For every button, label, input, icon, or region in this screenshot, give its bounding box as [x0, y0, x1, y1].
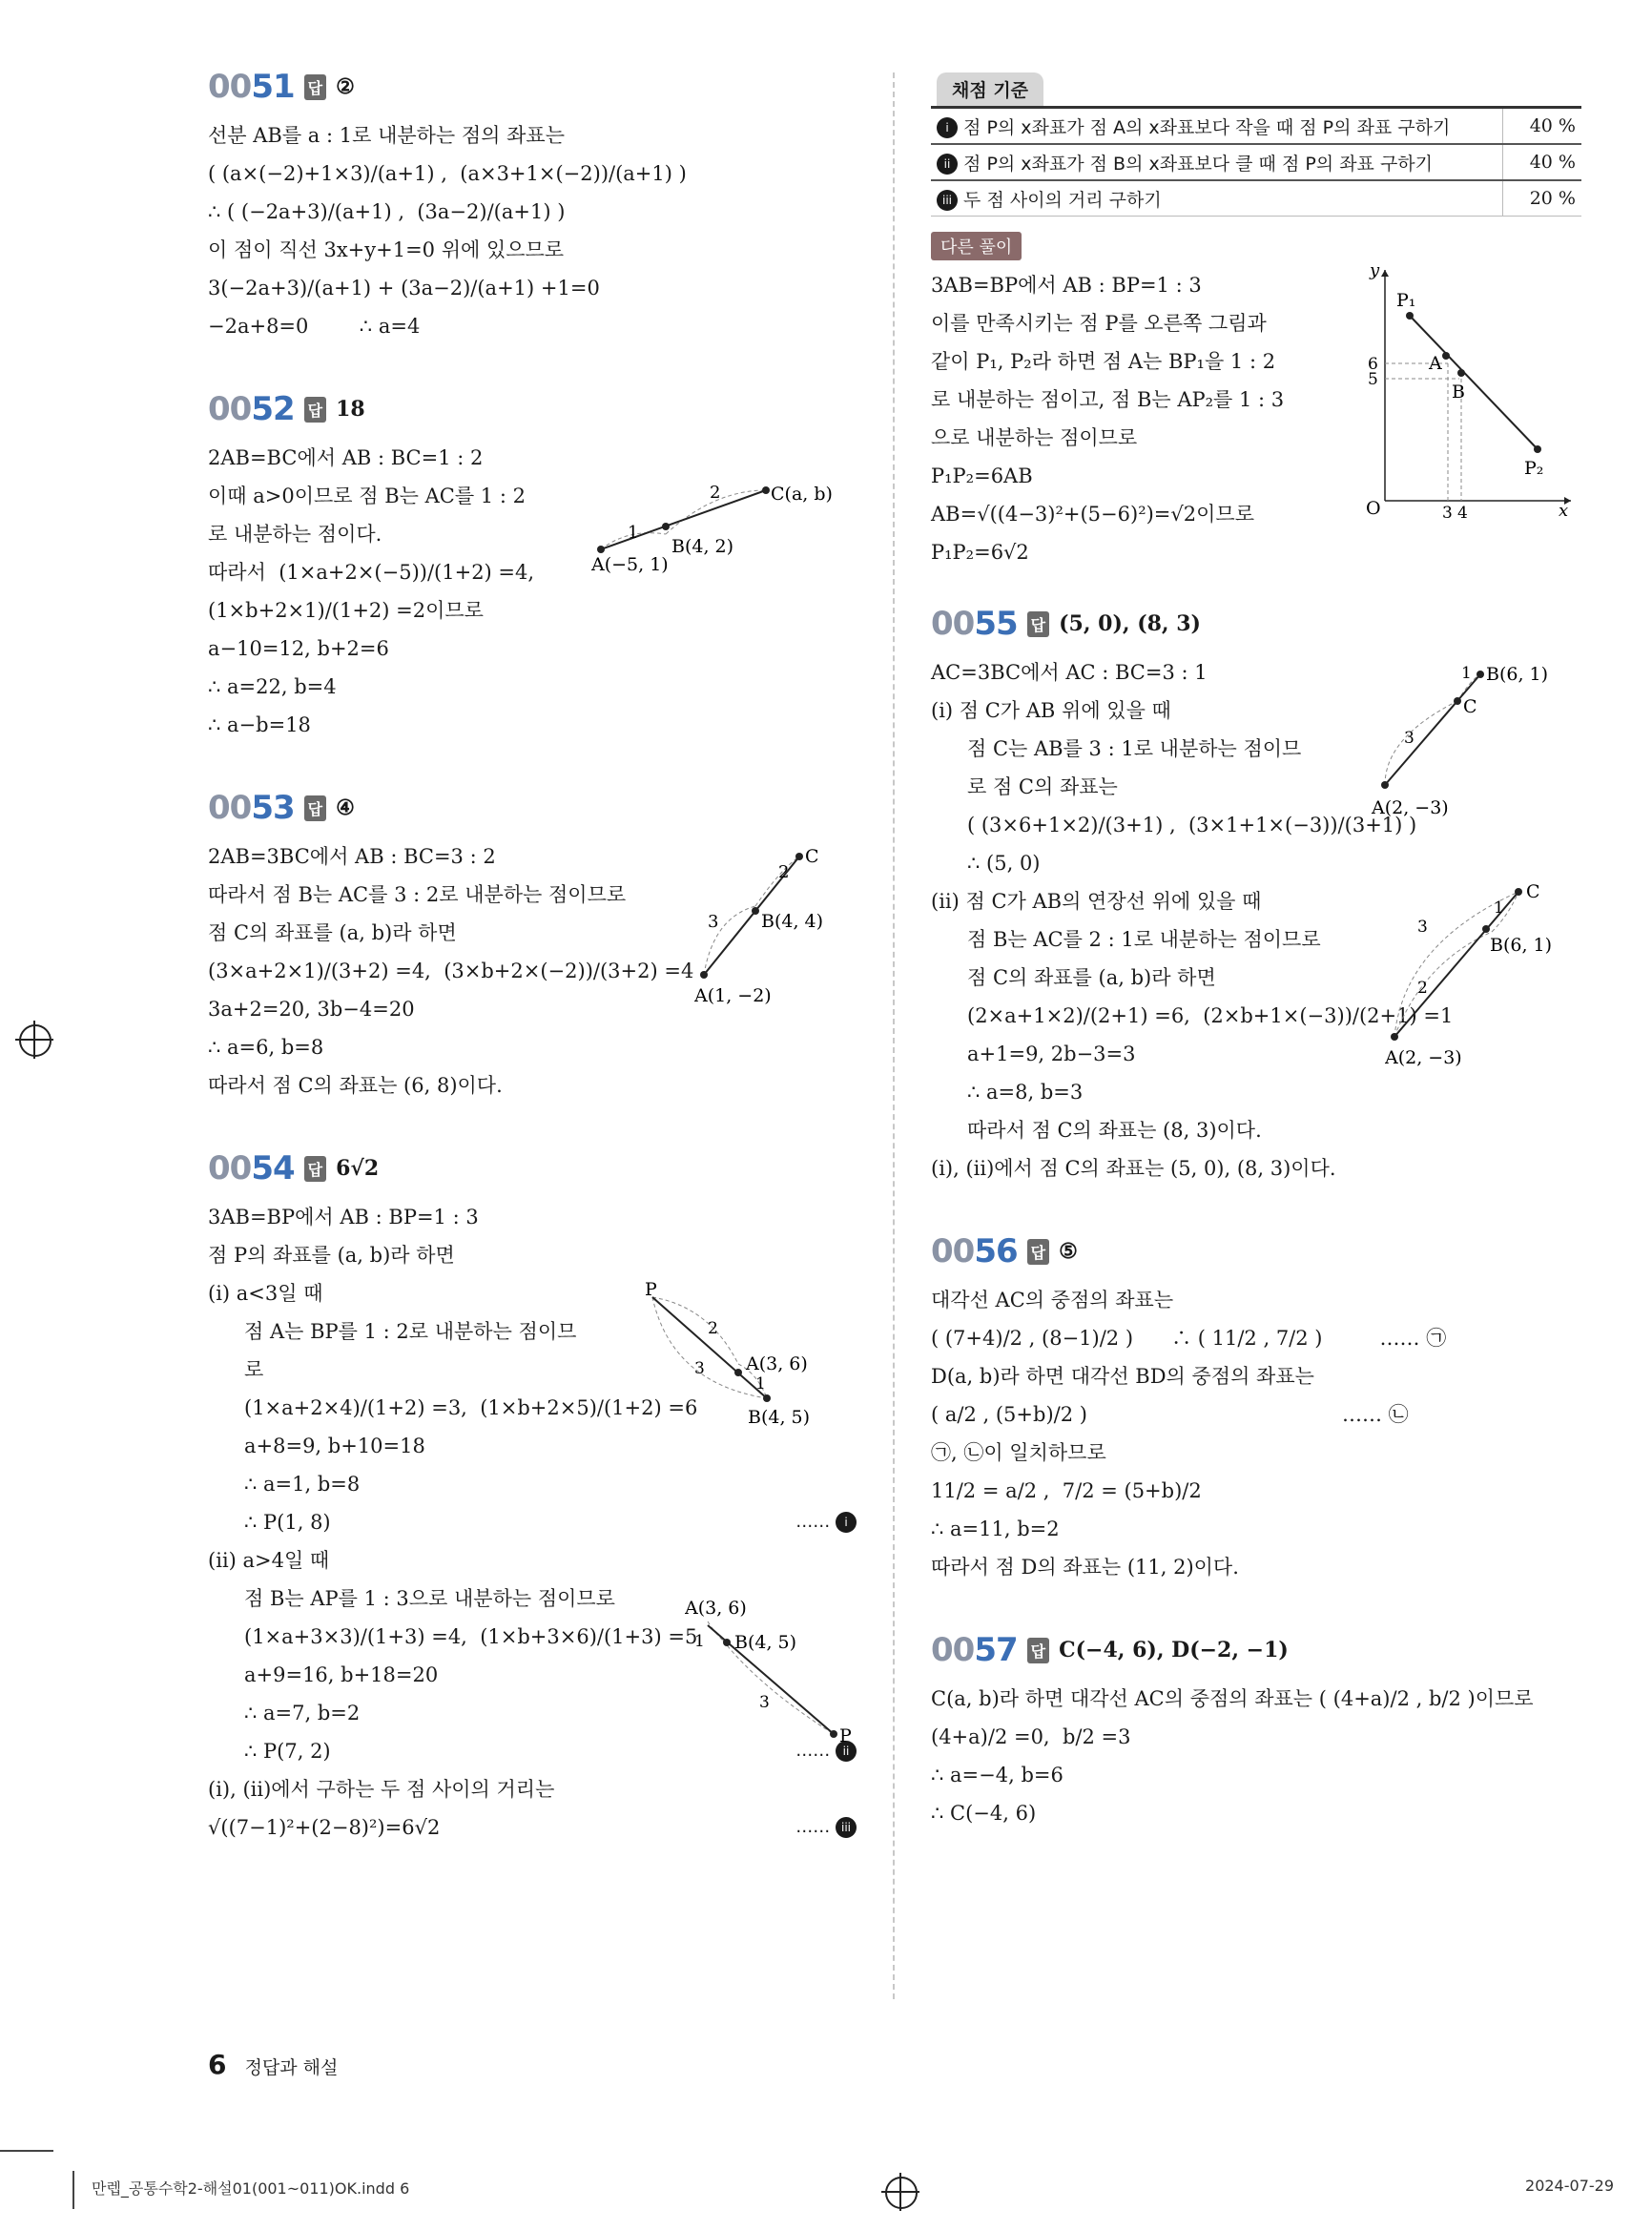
- point-label-b: B(4, 4): [761, 911, 824, 932]
- solution-line: 로 점 C의 좌표는: [967, 775, 1118, 798]
- solution-line: (4+a)/2 =0, b/2 =3: [931, 1725, 1131, 1748]
- point-label-b: B(4, 2): [671, 536, 734, 557]
- solution-line: ∴ a=6, b=8: [208, 1036, 324, 1059]
- table-row: [931, 108, 1581, 145]
- solution-line: ∴ C(−4, 6): [931, 1802, 1037, 1825]
- answer-badge: 답: [1027, 1239, 1049, 1265]
- solution-line: (2×a+1×2)/(2+1) =6, (2×b+1×(−3))/(2+1) =1: [967, 1004, 1454, 1027]
- ratio-label: 2: [708, 1319, 718, 1338]
- solution-line: a−10=12, b+2=6: [208, 637, 389, 660]
- point-label-b: B(4, 5): [734, 1632, 797, 1653]
- ratio-label: 1: [694, 1632, 705, 1651]
- problem-0055: [931, 600, 1580, 1187]
- table-row: [931, 180, 1581, 217]
- answer-value: ②: [336, 74, 355, 99]
- step-marker-iii: …… iii: [795, 1808, 857, 1847]
- solution-line: ( (3×6+1×2)/(3+1) , (3×1+1×(−3))/(3+1) ): [967, 814, 1417, 836]
- solution-line: (3×a+2×1)/(3+2) =4, (3×b+2×(−2))/(3+2) =4: [208, 960, 694, 982]
- solution-line: 이 점이 직선 3x+y+1=0 위에 있으므로: [208, 238, 565, 261]
- solution-line: ∴ a=22, b=4: [208, 675, 337, 698]
- solution-line: 11/2 = a/2 , 7/2 = (5+b)/2: [931, 1479, 1202, 1502]
- answer-value: ⑤: [1059, 1239, 1078, 1264]
- solution-line: 3a+2=20, 3b−4=20: [208, 998, 415, 1021]
- solution-line: P₁P₂=6AB: [931, 465, 1033, 487]
- criteria-percent: 40 %: [1503, 144, 1582, 180]
- point-label-c: C(a, b): [771, 484, 833, 505]
- solution-line: D(a, b)라 하면 대각선 BD의 중점의 좌표는: [931, 1365, 1314, 1388]
- solution-line: (ⅰ), (ⅱ)에서 점 C의 좌표는 (5, 0), (8, 3)이다.: [931, 1157, 1336, 1180]
- tick-label: 5: [1368, 370, 1378, 389]
- answer-badge: 답: [304, 74, 326, 100]
- tick-label: 6: [1368, 355, 1378, 374]
- point-label-a: A(2, −3): [1385, 1047, 1462, 1068]
- figure-0055-b: [1385, 877, 1576, 1081]
- figure-0053: [694, 841, 857, 1017]
- solution-line: 따라서 (1×a+2×(−5))/(1+2) =4,: [208, 561, 535, 584]
- answer-badge: 답: [1027, 611, 1049, 637]
- solution-line: 2AB=3BC에서 AB : BC=3 : 2: [208, 845, 496, 868]
- answer-value: 6√2: [336, 1156, 380, 1181]
- solution-line: ( (a×(−2)+1×3)/(a+1) , (a×3+1×(−2))/(a+1) ): [208, 162, 687, 185]
- solution-line: ∴ (5, 0): [967, 852, 1041, 875]
- problem-0056: [931, 1228, 1580, 1586]
- solution-line: 같이 P₁, P₂라 하면 점 A는 BP₁을 1 : 2: [931, 350, 1276, 373]
- criteria-text: i 점 P의 x좌표가 점 A의 x좌표보다 작을 때 점 P의 좌표 구하기: [931, 108, 1503, 145]
- trim-mark: [72, 2171, 74, 2209]
- solution-line: 2AB=BC에서 AB : BC=1 : 2: [208, 446, 484, 469]
- solution-line: P₁P₂=6√2: [931, 541, 1029, 564]
- axis-label-x: x: [1559, 501, 1569, 520]
- solution-line: a+1=9, 2b−3=3: [967, 1043, 1136, 1065]
- ratio-label: 3: [694, 1359, 705, 1378]
- solution-line: ∴ a−b=18: [208, 713, 311, 736]
- point-label-a: A(2, −3): [1372, 797, 1449, 818]
- point-label-a: A: [1429, 353, 1442, 374]
- answer-badge: 답: [1027, 1638, 1049, 1663]
- solution-line: 로 내분하는 점이고, 점 B는 AP₂를 1 : 3: [931, 388, 1285, 411]
- solution-line: 점 C의 좌표를 (a, b)라 하면: [208, 921, 457, 944]
- section-title: 정답과 해설: [244, 2057, 339, 2078]
- solution-line: 점 B는 AP를 1 : 3으로 내분하는 점이므로: [244, 1587, 615, 1610]
- solution-line: (ⅰ), (ⅱ)에서 구하는 두 점 사이의 거리는: [208, 1778, 555, 1801]
- left-column: [208, 63, 857, 1887]
- criteria-table: [931, 106, 1581, 217]
- ratio-label: 1: [1461, 664, 1472, 683]
- solution-line: (ⅰ) a<3일 때: [208, 1282, 323, 1305]
- problem-0054: [208, 1145, 857, 1847]
- axis-label-y: y: [1370, 262, 1380, 280]
- alternative-solution: [931, 217, 1580, 571]
- figure-0055-a: [1366, 661, 1576, 836]
- solution-line: 으로 내분하는 점이므로: [931, 426, 1138, 449]
- solution-line: ( a/2 , (5+b)/2 ) …… ㉡: [931, 1403, 1409, 1426]
- solution-line: ∴ ( (−2a+3)/(a+1) , (3a−2)/(a+1) ): [208, 200, 566, 223]
- point-label-b: B(6, 1): [1490, 935, 1553, 956]
- table-row: [931, 144, 1581, 180]
- solution-line: AC=3BC에서 AC : BC=3 : 1: [931, 661, 1208, 684]
- solution-line: (ⅱ) 점 C가 AB의 연장선 위에 있을 때: [931, 890, 1262, 913]
- step-marker-i: …… i: [795, 1503, 857, 1541]
- origin-label: O: [1366, 498, 1381, 519]
- ratio-label: 3: [759, 1693, 770, 1712]
- right-column: [931, 72, 1580, 1872]
- problem-0057: [931, 1626, 1580, 1832]
- solution-line: ∴ a=7, b=2: [244, 1702, 361, 1724]
- answer-value: 18: [336, 397, 365, 422]
- solution-line: 선분 AB를 a : 1로 내분하는 점의 좌표는: [208, 124, 565, 147]
- page-number: 6: [208, 2049, 227, 2080]
- problem-header: [208, 1145, 857, 1192]
- problem-number: 0051: [208, 68, 295, 106]
- criteria-percent: 40 %: [1503, 108, 1582, 145]
- solution-line: ∴ P(1, 8) …… i: [208, 1503, 857, 1541]
- solution-line: a+9=16, b+18=20: [244, 1663, 439, 1686]
- solution-line: (1×a+2×4)/(1+2) =3, (1×b+2×5)/(1+2) =6: [244, 1396, 698, 1419]
- solution-line: ∴ P(7, 2) …… ii: [208, 1732, 857, 1770]
- solution-line: 3AB=BP에서 AB : BP=1 : 3: [208, 1206, 479, 1229]
- solution-line: (1×a+3×3)/(1+3) =4, (1×b+3×6)/(1+3) =5: [244, 1625, 698, 1648]
- ratio-label: 3: [708, 912, 719, 932]
- criteria-title: 채점 기준: [937, 72, 1043, 106]
- point-label-b: B(4, 5): [748, 1407, 811, 1428]
- solution-line: ∴ a=8, b=3: [967, 1081, 1084, 1104]
- solution-line: 3(−2a+3)/(a+1) + (3a−2)/(a+1) +1=0: [208, 277, 600, 299]
- solution-line: 이를 만족시키는 점 P를 오른쪽 그림과: [931, 312, 1267, 335]
- solution-line: a+8=9, b+10=18: [244, 1435, 425, 1457]
- solution-line: 따라서 점 D의 좌표는 (11, 2)이다.: [931, 1556, 1239, 1579]
- problem-header: [931, 600, 1580, 648]
- step-marker-ii: …… ii: [795, 1732, 857, 1770]
- ratio-label: 2: [778, 862, 790, 882]
- solution-line: (ⅱ) a>4일 때: [208, 1549, 330, 1572]
- answer-badge: 답: [304, 1156, 326, 1182]
- answer-badge: 답: [304, 795, 326, 821]
- ratio-label: 1: [1494, 898, 1504, 918]
- point-label-b: B(6, 1): [1486, 664, 1549, 685]
- solution-line: 이때 a>0이므로 점 B는 AC를 1 : 2: [208, 485, 526, 507]
- solution-line: ∴ a=11, b=2: [931, 1518, 1060, 1540]
- column-divider: [893, 72, 895, 1999]
- solution-line: AB=√((4−3)²+(5−6)²)=√2이므로: [931, 503, 1254, 526]
- problem-header: [208, 385, 857, 433]
- solution-line: (1×b+2×1)/(1+2) =2이므로: [208, 599, 484, 622]
- problem-number: 0054: [208, 1149, 295, 1187]
- solution-line: 로: [244, 1358, 264, 1381]
- tick-label: 3: [1442, 504, 1453, 520]
- solution-line: 따라서 점 B는 AC를 3 : 2로 내분하는 점이므로: [208, 883, 627, 906]
- problem-number: 0052: [208, 390, 295, 428]
- problem-number: 0053: [208, 789, 295, 827]
- solution-line: 점 A는 BP를 1 : 2로 내분하는 점이므: [244, 1320, 577, 1343]
- answer-badge: 답: [304, 397, 326, 423]
- point-label-c: C: [1463, 696, 1477, 717]
- answer-value: C(−4, 6), D(−2, −1): [1059, 1638, 1289, 1662]
- solution-line: ∴ a=1, b=8: [244, 1473, 361, 1496]
- problem-number: 0057: [931, 1631, 1018, 1669]
- point-label-a: A(3, 6): [746, 1353, 808, 1374]
- figure-0054-b: [685, 1593, 866, 1759]
- problem-header: [931, 1626, 1580, 1674]
- point-label-c: C: [805, 846, 819, 867]
- solution-line: 대각선 AC의 중점의 좌표는: [931, 1289, 1174, 1311]
- criteria-percent: 20 %: [1503, 180, 1582, 217]
- alt-label: 다른 풀이: [931, 232, 1022, 260]
- point-label-b: B: [1452, 382, 1465, 403]
- point-label-p1: P₁: [1396, 290, 1416, 311]
- solution-line: 따라서 점 C의 좌표는 (8, 3)이다.: [967, 1119, 1262, 1142]
- solution-line: C(a, b)라 하면 대각선 AC의 중점의 좌표는 ( (4+a)/2 , b/2 )이므로: [931, 1687, 1534, 1710]
- registration-mark-icon: [885, 2177, 918, 2209]
- solution-line: (ⅰ) 점 C가 AB 위에 있을 때: [931, 699, 1171, 722]
- ratio-label: 3: [1417, 918, 1428, 937]
- slug-date: 2024-07-29: [1525, 2177, 1614, 2195]
- registration-mark-icon: [19, 1024, 52, 1057]
- point-label-a: A(3, 6): [685, 1598, 747, 1619]
- slug-filename: 만렙_공통수학2-해설01(001~011)OK.indd 6: [92, 2179, 410, 2198]
- criteria-text: iii 두 점 사이의 거리 구하기: [931, 180, 1503, 217]
- point-label-p: P: [645, 1279, 657, 1300]
- problem-header: [931, 1228, 1580, 1275]
- point-label-a: A(−5, 1): [591, 554, 669, 575]
- problem-number: 0055: [931, 605, 1018, 643]
- tick-label: 4: [1457, 504, 1468, 520]
- scoring-criteria: [931, 72, 1580, 217]
- solution-line: ( (7+4)/2 , (8−1)/2 ) ∴ ( 11/2 , 7/2 ) …… ㉠: [931, 1327, 1447, 1350]
- answer-value: (5, 0), (8, 3): [1059, 611, 1201, 636]
- problem-number: 0056: [931, 1232, 1018, 1270]
- problem-0051: [208, 63, 857, 345]
- solution-line: 3AB=BP에서 AB : BP=1 : 3: [931, 274, 1202, 297]
- solution-line: ∴ a=−4, b=6: [931, 1764, 1063, 1786]
- point-label-c: C: [1526, 881, 1540, 902]
- problem-0053: [208, 784, 857, 1105]
- ratio-label: 1: [755, 1374, 766, 1394]
- solution-line: 점 C는 AB를 3 : 1로 내분하는 점이므: [967, 737, 1302, 760]
- solution-line: 로 내분하는 점이다.: [208, 523, 382, 546]
- ratio-label: 2: [710, 483, 721, 503]
- solution-line: 점 P의 좌표를 (a, b)라 하면: [208, 1244, 455, 1267]
- solution-line: 점 B는 AC를 2 : 1로 내분하는 점이므로: [967, 928, 1321, 951]
- trim-mark: [0, 2150, 53, 2152]
- solution-line: 점 C의 좌표를 (a, b)라 하면: [967, 966, 1216, 989]
- problem-0052: [208, 385, 857, 744]
- problem-header: [208, 63, 857, 111]
- point-label-p2: P₂: [1524, 458, 1544, 479]
- page-footer: [208, 2049, 338, 2080]
- ratio-label: 2: [1417, 979, 1428, 998]
- ratio-label: 3: [1404, 729, 1415, 748]
- problem-header: [208, 784, 857, 832]
- solution-line: √((7−1)²+(2−8)²)=6√2 …… iii: [208, 1808, 857, 1847]
- figure-0054-a: [643, 1278, 853, 1463]
- point-label-a: A(1, −2): [694, 985, 772, 1006]
- figure-0052: [589, 471, 857, 580]
- figure-alt-coordinate: [1347, 262, 1576, 524]
- solution-line: −2a+8=0 ∴ a=4: [208, 315, 421, 338]
- solution-line: ㉠, ㉡이 일치하므로: [931, 1441, 1106, 1464]
- point-label-p: P: [839, 1725, 852, 1746]
- solution-line: 따라서 점 C의 좌표는 (6, 8)이다.: [208, 1074, 503, 1097]
- answer-value: ④: [336, 795, 355, 820]
- criteria-text: ii 점 P의 x좌표가 점 B의 x좌표보다 클 때 점 P의 좌표 구하기: [931, 144, 1503, 180]
- ratio-label: 1: [628, 523, 639, 543]
